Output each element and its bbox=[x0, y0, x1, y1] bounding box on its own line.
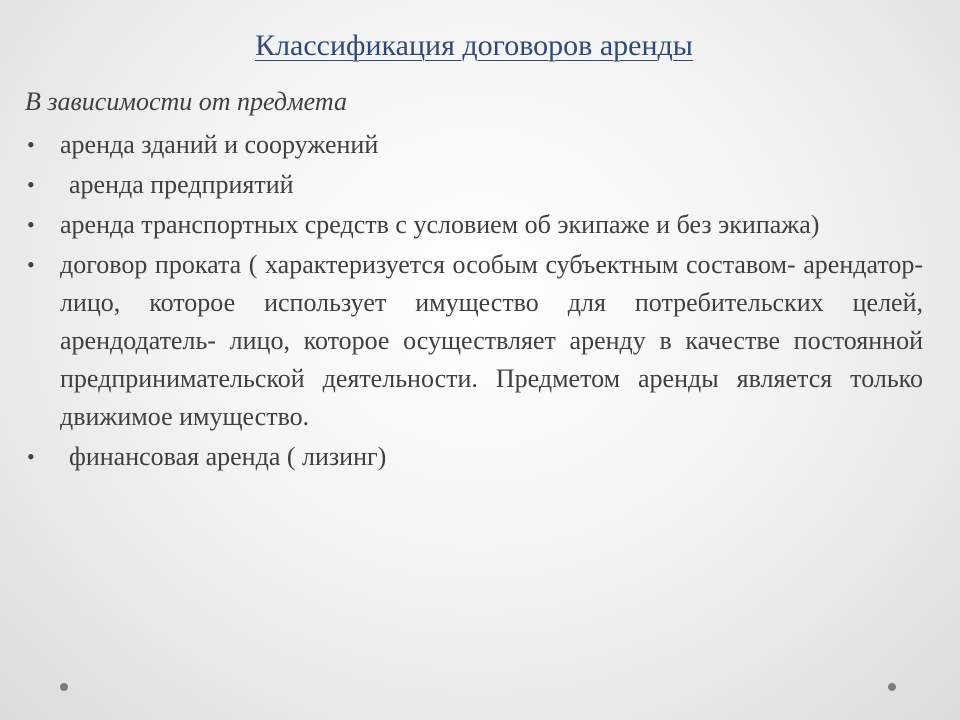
bullet-marker: • bbox=[27, 212, 35, 237]
list-item bbox=[25, 126, 923, 164]
bullet-list bbox=[25, 126, 923, 478]
list-item-text: аренда зданий и сооружений bbox=[60, 130, 379, 159]
decorative-dot-right bbox=[888, 683, 896, 691]
list-item-text: финансовая аренда ( лизинг) bbox=[69, 442, 387, 471]
list-item-text: аренда предприятий bbox=[69, 170, 294, 199]
list-item bbox=[25, 438, 923, 476]
list-item-text: договор проката ( характеризуется особым субъектным составом- арендатор- лицо, которое использует имущество для потребительских целей, арендодатель- лицо, которое осуществляет аренду в качестве постоянной предпринимательской деятельности. Предметом аренды является только движимое имущество. bbox=[60, 250, 923, 431]
slide-title: Классификация договоров аренды bbox=[255, 29, 693, 62]
bullet-marker: • bbox=[27, 444, 35, 469]
slide-subtitle: В зависимости от предмета bbox=[25, 87, 347, 116]
list-item bbox=[25, 246, 923, 436]
bullet-marker: • bbox=[27, 252, 35, 277]
bullet-marker: • bbox=[27, 172, 35, 197]
bullet-marker: • bbox=[27, 132, 35, 157]
decorative-dot-left bbox=[60, 683, 68, 691]
list-item bbox=[25, 206, 923, 244]
list-item bbox=[25, 166, 923, 204]
list-item-text: аренда транспортных средств с условием об экипаже и без экипажа) bbox=[60, 210, 820, 239]
